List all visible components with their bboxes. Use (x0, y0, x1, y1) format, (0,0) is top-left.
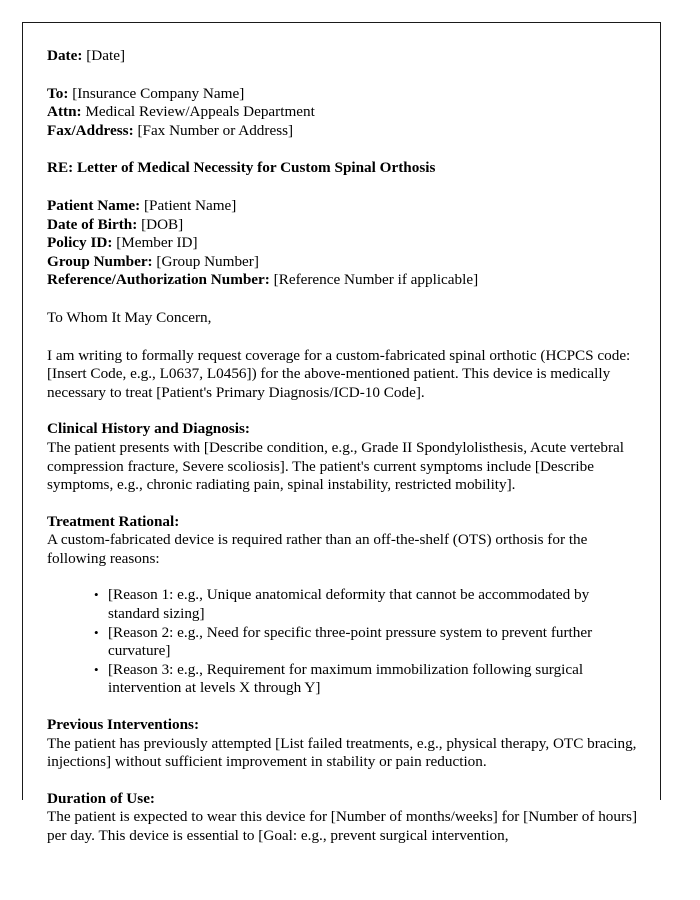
date-label: Date: (47, 47, 83, 64)
patient-policy-value: [Member ID] (116, 234, 198, 252)
spacer (47, 495, 638, 513)
recipient-attn-label: Attn: (47, 103, 82, 121)
document-content (23, 23, 660, 846)
spacer (47, 328, 638, 347)
patient-dob-value: [DOB] (141, 215, 184, 233)
recipient-to-label: To: (47, 84, 69, 102)
spacer (47, 772, 638, 790)
spacer (47, 140, 638, 159)
patient-reference-line (47, 271, 638, 290)
spacer (47, 402, 638, 420)
list-item: • [Reason 1: e.g., Unique anatomical deformity that cannot be accommodated by standard sizing] (94, 586, 638, 623)
section-body: The patient has previously attempted [List failed treatments, e.g., physical therapy, OTC bracing, injections] without sufficient improvement in stability or pain reduction. (47, 734, 637, 771)
salutation: To Whom It May Concern, (47, 308, 212, 326)
patient-group-line (47, 253, 638, 272)
section-heading: Clinical History and Diagnosis: (47, 420, 250, 438)
section-clinical-history (47, 420, 638, 494)
patient-policy-line (47, 234, 638, 253)
list-item: • [Reason 2: e.g., Need for specific three-point pressure system to prevent further curvature] (94, 624, 638, 661)
recipient-attn-line (47, 103, 638, 122)
recipient-fax-line (47, 122, 638, 141)
section-heading: Duration of Use: (47, 789, 155, 807)
recipient-fax-label: Fax/Address: (47, 121, 134, 139)
list-item: • [Reason 3: e.g., Requirement for maximum immobilization following surgical intervention at levels X through Y] (94, 661, 638, 698)
patient-dob-label: Date of Birth: (47, 215, 138, 233)
section-treatment-rational (47, 513, 638, 569)
reasons-list (47, 586, 638, 698)
spacer (47, 698, 638, 716)
patient-group-value: [Group Number] (156, 252, 259, 270)
section-heading: Previous Interventions: (47, 716, 200, 734)
section-body: The patient presents with [Describe condition, e.g., Grade II Spondylolisthesis, Acute vertebral compression fracture, Severe scoliosis]. The patient's current symptoms include [Describe symptoms, e.g., chronic radiating pain, spinal instability, restricted mobility]. (47, 438, 624, 494)
recipient-fax-value: [Fax Number or Address] (137, 121, 294, 139)
section-duration-of-use (47, 790, 638, 846)
patient-group-label: Group Number: (47, 252, 153, 270)
intro-paragraph: I am writing to formally request coverage for a custom-fabricated spinal orthotic (HCPCS code: [Insert Code, e.g., L0637, L0456]) for the above-mentioned patient. This device is medically necessary to treat [Patient's Primary Diagnosis/ICD-10 Code]. (47, 346, 631, 401)
section-body: The patient is expected to wear this device for [Number of months/weeks] for [Number of hours] per day. This device is essential to [Goal: e.g., prevent surgical intervention, (47, 808, 638, 844)
subject-line: RE: Letter of Medical Necessity for Custom Spinal Orthosis (47, 159, 436, 177)
recipient-to-line (47, 85, 638, 104)
patient-name-label: Patient Name: (47, 196, 141, 214)
date-line (47, 47, 638, 66)
patient-dob-line (47, 216, 638, 235)
document-page (22, 22, 661, 844)
recipient-attn-value: Medical Review/Appeals Department (85, 103, 315, 121)
patient-reference-label: Reference/Authorization Number: (47, 271, 270, 289)
patient-name-line (47, 197, 638, 216)
patient-reference-value: [Reference Number if applicable] (273, 271, 479, 289)
recipient-to-value: [Insurance Company Name] (72, 84, 245, 102)
section-heading: Treatment Rational: (47, 512, 180, 530)
patient-name-value: [Patient Name] (144, 196, 237, 214)
section-body: A custom-fabricated device is required rather than an off-the-shelf (OTS) orthosis for the following reasons: (47, 531, 588, 567)
spacer (47, 66, 638, 85)
section-previous-interventions (47, 716, 638, 772)
spacer (47, 290, 638, 309)
spacer (47, 568, 638, 586)
date-value: [Date] (86, 47, 126, 64)
spacer (47, 178, 638, 197)
patient-policy-label: Policy ID: (47, 234, 113, 252)
